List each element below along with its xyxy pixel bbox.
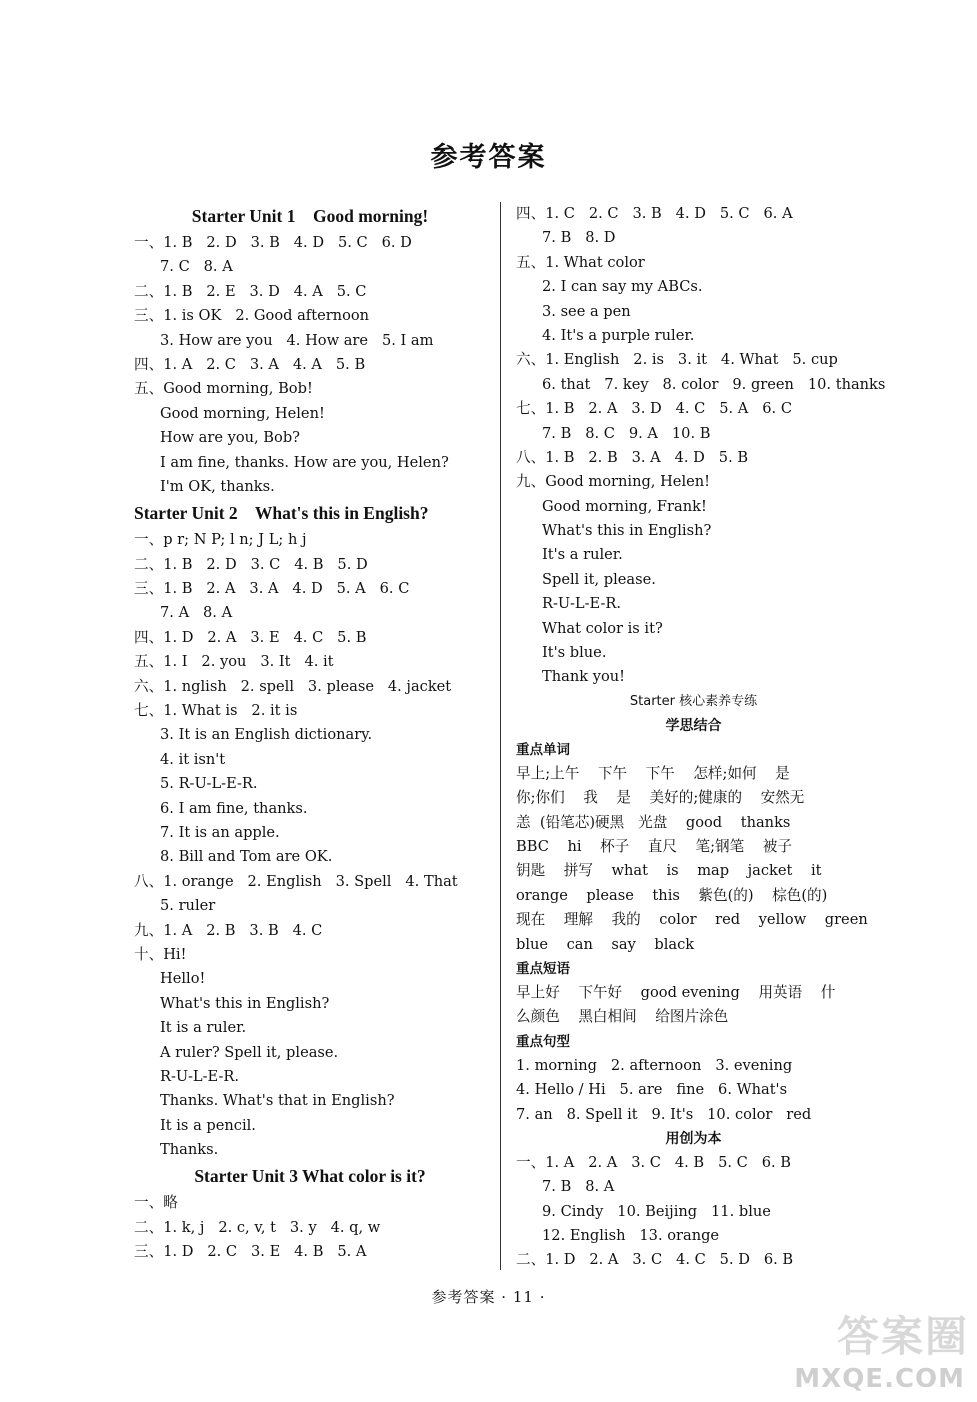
section-heading: Starter Unit 2 What's this in English? [134,503,429,524]
answer-line: 七、1. What is 2. it is [134,702,298,720]
sub-heading: 学思结合 [665,717,722,734]
page-title: 参考答案 [430,142,547,173]
vocab-line: orange please this 紫色(的) 棕色(的) [516,886,828,904]
vocab-line: 早上好 下午好 good evening 用英语 什 [516,983,836,1001]
answer-line: 四、1. A 2. C 3. A 4. A 5. B [134,355,366,373]
answer-line: 5. R-U-L-E-R. [160,775,258,793]
answer-line: 7. B 8. C 9. A 10. B [542,424,711,442]
answer-line: R-U-L-E-R. [160,1067,239,1085]
answer-line: 6. I am fine, thanks. [160,799,308,817]
answer-line: 6. that 7. key 8. color 9. green 10. thanks [542,375,886,393]
vocab-line: BBC hi 杯子 直尺 笔;钢笔 被子 [516,837,792,855]
answer-line: 12. English 13. orange [542,1227,720,1245]
section-heading: Starter Unit 3 What color is it? [194,1166,426,1187]
answer-line: 一、1. A 2. A 3. C 4. B 5. C 6. B [516,1153,792,1171]
vocab-line: 恙 (铅笔芯)硬黑 光盘 good thanks [516,813,791,831]
answer-line: 一、略 [134,1194,178,1212]
answer-line: 二、1. k, j 2. c, v, t 3. y 4. q, w [134,1218,381,1236]
answer-column-left [134,202,486,1265]
answer-line: Hello! [160,970,206,988]
vocab-line: 1. morning 2. afternoon 3. evening [516,1056,793,1074]
answer-line: 六、1. English 2. is 3. it 4. What 5. cup [516,351,838,369]
answer-line: 八、1. orange 2. English 3. Spell 4. That [134,872,458,890]
vocab-line: 你;你们 我 是 美好的;健康的 安然无 [516,789,805,807]
answer-line: Thanks. What's that in English? [160,1092,395,1110]
topic-label: 重点短语 [516,960,570,977]
answer-line: It's blue. [542,644,607,662]
answer-line: 2. I can say my ABCs. [542,278,703,296]
answer-line: 三、1. B 2. A 3. A 4. D 5. A 6. C [134,580,410,598]
answer-line: 九、Good morning, Helen! [516,473,711,491]
vocab-line: 4. Hello / Hi 5. are fine 6. What's [516,1081,788,1099]
answer-line: 八、1. B 2. B 3. A 4. D 5. B [516,448,749,466]
topic-label: 重点句型 [516,1033,570,1050]
answer-line: 一、p r; N P; l n; J L; h j [134,531,307,549]
answer-line: What's this in English? [542,522,712,540]
vocab-line: 钥匙 拼写 what is map jacket it [516,862,822,880]
answer-line: 十、Hi! [134,945,187,963]
sub-heading: Starter 核心素养专练 [629,693,758,709]
answer-line: Spell it, please. [542,570,656,588]
answer-line: 五、1. What color [516,253,645,271]
answer-line: I am fine, thanks. How are you, Helen? [160,453,449,471]
answer-line: A ruler? Spell it, please. [160,1043,339,1061]
watermark-text-bottom: MXQE.COM [794,1364,965,1394]
answer-line: 3. How are you 4. How are 5. I am [160,331,434,349]
answer-line: 五、1. I 2. you 3. It 4. it [134,653,334,671]
vocab-line: 7. an 8. Spell it 9. It's 10. color red [516,1105,812,1123]
answer-line: 九、1. A 2. B 3. B 4. C [134,921,323,939]
answer-line: Good morning, Frank! [542,497,707,515]
answer-line: Thank you! [542,668,626,686]
watermark-logo [794,1304,969,1394]
column-divider [500,202,501,1270]
answer-line: R-U-L-E-R. [542,595,621,613]
page-footer: 参考答案 · 11 · [431,1288,546,1306]
answer-line: I'm OK, thanks. [160,477,275,495]
answer-line: Good morning, Helen! [160,404,325,422]
sub-heading: 用创为本 [665,1130,722,1147]
answer-line: 7. B 8. A [542,1178,615,1196]
answer-line: 3. It is an English dictionary. [160,726,373,744]
answer-line: 三、1. is OK 2. Good afternoon [134,307,370,325]
answer-line: How are you, Bob? [160,429,300,447]
answer-line: 4. it isn't [160,750,226,768]
answer-line: Thanks. [160,1141,219,1159]
watermark-text-top: 答案圈 [836,1312,969,1361]
answer-line: What's this in English? [160,994,330,1012]
answer-line: It is a ruler. [160,1019,247,1037]
answer-line: What color is it? [542,619,663,637]
section-heading: Starter Unit 1 Good morning! [191,206,429,226]
answer-line: 二、1. D 2. A 3. C 4. C 5. D 6. B [516,1251,794,1269]
answer-line: 六、1. nglish 2. spell 3. please 4. jacket [134,677,452,695]
vocab-line: 现在 理解 我的 color red yellow green [516,911,868,929]
answer-line: 3. see a pen [542,302,631,320]
answer-line: 七、1. B 2. A 3. D 4. C 5. A 6. C [516,400,792,418]
answer-line: 7. B 8. D [542,229,616,247]
vocab-line: blue can say black [516,935,695,953]
answer-column-right [516,202,886,1273]
answer-line: 7. A 8. A [160,604,233,622]
answer-line: 7. C 8. A [160,258,233,276]
answer-line: 一、1. B 2. D 3. B 4. D 5. C 6. D [134,234,412,251]
answer-line: 四、1. D 2. A 3. E 4. C 5. B [134,628,367,646]
answer-line: 9. Cindy 10. Beijing 11. blue [542,1202,771,1220]
vocab-line: 么颜色 黑白相间 给图片涂色 [516,1008,729,1026]
answer-line: 7. It is an apple. [160,823,280,841]
answer-line: 5. ruler [160,897,216,915]
vocab-line: 早上;上午 下午 下午 怎样;如何 是 [516,764,790,782]
answer-line: 三、1. D 2. C 3. E 4. B 5. A [134,1243,367,1261]
answer-line: It is a pencil. [160,1116,256,1134]
topic-label: 重点单词 [516,741,570,758]
answer-line: 四、1. C 2. C 3. B 4. D 5. C 6. A [516,205,793,222]
answer-line: 二、1. B 2. E 3. D 4. A 5. C [134,282,367,300]
answer-line: It's a ruler. [542,546,623,564]
answer-line: 五、Good morning, Bob! [134,380,313,398]
answer-line: 8. Bill and Tom are OK. [160,848,333,866]
answer-line: 4. It's a purple ruler. [542,326,695,344]
answer-line: 二、1. B 2. D 3. C 4. B 5. D [134,555,368,573]
